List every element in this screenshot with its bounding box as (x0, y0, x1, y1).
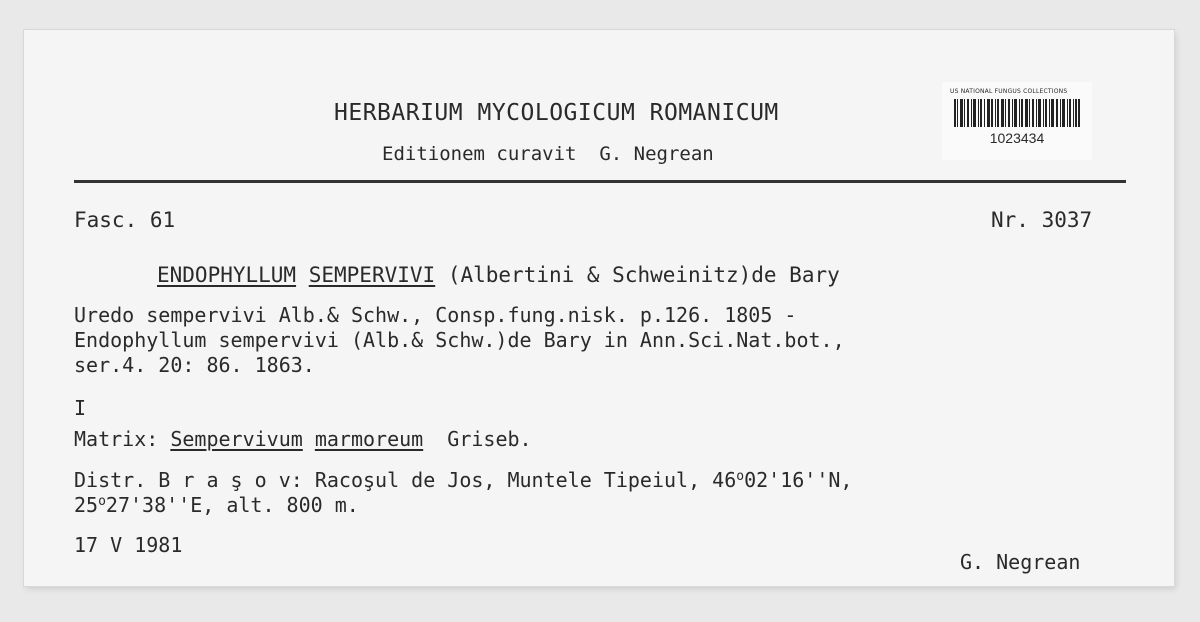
barcode-bars (954, 99, 1080, 127)
degree-symbol: o (736, 469, 745, 484)
species-name (157, 263, 840, 287)
distribution-text-1a: Distr. B r a ş o v: Racoşul de Jos, Muntele Tipeiul, 46 (74, 468, 737, 492)
matrix-label: Matrix: (74, 427, 171, 451)
matrix-genus: Sempervivum (170, 427, 303, 451)
synonym-line-1: Uredo sempervivi Alb.& Schw., Consp.fung.nisk. p.126. 1805 - (74, 303, 797, 327)
collector-name: G. Negrean (960, 550, 1081, 574)
editor-line: Editionem curavit G. Negrean (382, 143, 714, 165)
species-genus: ENDOPHYLLUM (157, 263, 297, 287)
species-epithet: SEMPERVIVI (308, 263, 436, 287)
matrix-line (74, 427, 532, 451)
distribution-text-2a: 25 (74, 493, 99, 517)
herbarium-label (24, 30, 1174, 586)
barcode-number: 1023434 (989, 130, 1045, 146)
degree-symbol: o (98, 494, 106, 509)
spore-stage: I (74, 396, 87, 420)
header-divider (74, 180, 1126, 183)
fascicle: Fasc. 61 (74, 208, 176, 232)
matrix-authority: Griseb. (423, 427, 532, 451)
distribution-line-2 (74, 493, 359, 517)
barcode-sticker (942, 82, 1092, 160)
matrix-epithet: marmoreum (314, 427, 424, 451)
species-authority: (Albertini & Schweinitz)de Bary (435, 263, 840, 287)
distribution-line-1 (74, 468, 852, 492)
barcode-institution: US NATIONAL FUNGUS COLLECTIONS (950, 88, 1068, 95)
distribution-text-2b: 27'38''E, alt. 800 m. (105, 493, 359, 517)
distribution-text-1b: 02'16''N, (744, 468, 853, 492)
synonym-line-3: ser.4. 20: 86. 1863. (74, 353, 315, 377)
synonym-line-2: Endophyllum sempervivi (Alb.& Schw.)de Bary in Ann.Sci.Nat.bot., (74, 328, 845, 352)
specimen-number: Nr. 3037 (991, 208, 1093, 232)
collection-date: 17 V 1981 (74, 533, 183, 557)
herbarium-title: HERBARIUM MYCOLOGICUM ROMANICUM (334, 100, 779, 126)
